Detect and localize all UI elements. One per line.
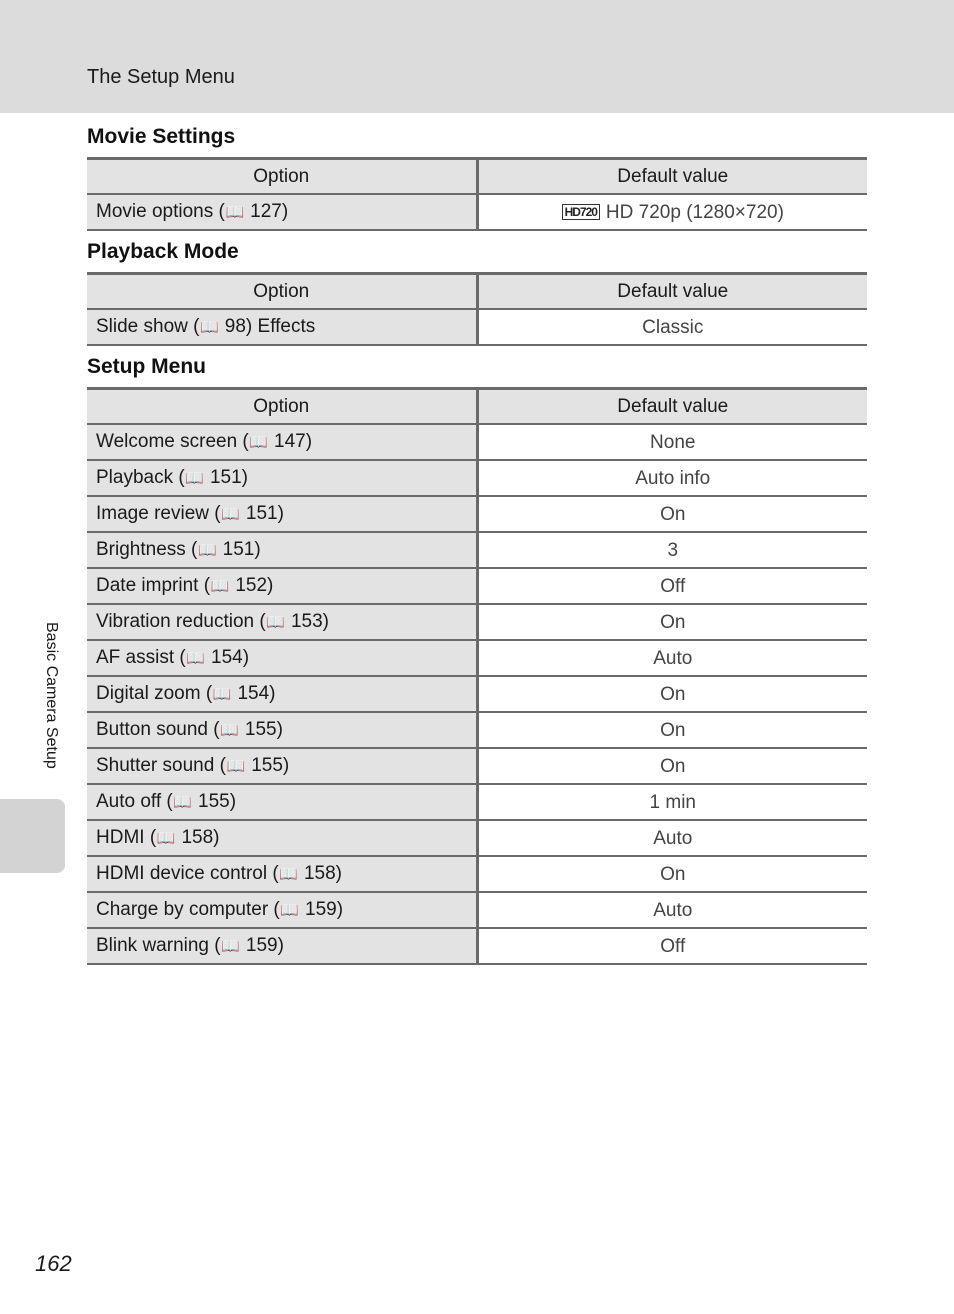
book-icon: 📖 — [212, 685, 232, 703]
default-value-cell: On — [477, 748, 867, 784]
table-row — [87, 496, 867, 532]
section-title-movie-settings: Movie Settings — [87, 125, 236, 148]
setup-menu-table — [87, 387, 867, 965]
option-cell — [87, 568, 477, 604]
option-cell — [87, 194, 477, 230]
page-reference: 151) — [245, 503, 284, 524]
page-reference: 154) — [211, 647, 250, 668]
table-row — [87, 604, 867, 640]
default-value-cell: Off — [477, 928, 867, 964]
side-tab-label: Basic Camera Setup — [43, 622, 60, 769]
book-icon: 📖 — [249, 433, 269, 451]
default-value-cell: 1 min — [477, 784, 867, 820]
page-reference: 151) — [209, 467, 249, 488]
option-cell — [87, 784, 477, 820]
option-cell — [87, 460, 477, 496]
movie-settings-table — [87, 157, 867, 231]
page-reference: 155) — [251, 755, 290, 776]
default-value-cell: Auto — [477, 892, 867, 928]
option-name: AF assist ( — [96, 647, 186, 668]
option-name: Digital zoom ( — [96, 683, 213, 704]
page-reference: 155) — [244, 719, 283, 740]
option-cell — [87, 820, 477, 856]
default-value-cell: On — [477, 676, 867, 712]
table-row — [87, 568, 867, 604]
page-reference: 98) Effects — [224, 316, 316, 337]
option-name: Playback ( — [96, 467, 185, 488]
option-cell — [87, 309, 477, 345]
option-name: Vibration reduction ( — [96, 611, 266, 632]
book-icon: 📖 — [185, 469, 205, 487]
page-reference: 127) — [250, 201, 289, 222]
option-cell — [87, 532, 477, 568]
book-icon: 📖 — [266, 613, 286, 631]
table-row — [87, 892, 867, 928]
default-value-cell: On — [477, 604, 867, 640]
book-icon: 📖 — [156, 829, 176, 847]
default-value-cell: Off — [477, 568, 867, 604]
default-value-cell — [477, 194, 867, 230]
page-reference: 153) — [290, 611, 330, 632]
option-cell — [87, 496, 477, 532]
option-name: Date imprint ( — [96, 575, 211, 596]
option-name: Welcome screen ( — [96, 431, 249, 452]
page-reference: 158) — [303, 863, 342, 884]
option-name: Image review ( — [96, 503, 221, 524]
book-icon: 📖 — [210, 577, 230, 595]
table-row — [87, 856, 867, 892]
table-row — [87, 460, 867, 496]
option-name: Charge by computer ( — [96, 899, 280, 920]
table-header-row — [87, 274, 867, 310]
page-reference: 151) — [222, 539, 261, 560]
header-band — [0, 0, 954, 113]
option-cell — [87, 856, 477, 892]
default-value-cell: 3 — [477, 532, 867, 568]
column-header-default-value: Default value — [477, 274, 867, 310]
book-icon: 📖 — [279, 865, 299, 883]
page-reference: 155) — [198, 791, 237, 812]
default-value-cell: None — [477, 424, 867, 460]
page-reference: 158) — [181, 827, 220, 848]
table-row — [87, 748, 867, 784]
table-row — [87, 640, 867, 676]
page-reference: 159) — [245, 935, 284, 956]
book-icon: 📖 — [200, 318, 219, 336]
page-reference: 159) — [305, 899, 344, 920]
column-header-option: Option — [87, 274, 477, 310]
default-value-cell: Auto info — [477, 460, 867, 496]
default-value-cell: Classic — [477, 309, 867, 345]
table-row — [87, 712, 867, 748]
page-number: 162 — [35, 1251, 72, 1276]
side-tab-marker — [0, 799, 65, 873]
table-header-row — [87, 159, 867, 195]
table-row — [87, 676, 867, 712]
section-title-playback-mode: Playback Mode — [87, 240, 239, 263]
page-reference: 154) — [237, 683, 276, 704]
option-name: Shutter sound ( — [96, 755, 226, 776]
table-row — [87, 784, 867, 820]
table-row — [87, 532, 867, 568]
book-icon: 📖 — [225, 203, 245, 221]
default-value-cell: Auto — [477, 640, 867, 676]
hd720-icon: HD720 — [562, 204, 600, 220]
option-cell — [87, 712, 477, 748]
page-header-title: The Setup Menu — [87, 66, 235, 88]
default-value-cell: Auto — [477, 820, 867, 856]
default-value: HD 720p (1280×720) — [605, 201, 784, 223]
section-title-setup-menu: Setup Menu — [87, 355, 206, 378]
table-row — [87, 309, 867, 345]
book-icon: 📖 — [226, 757, 246, 775]
page-reference: 147) — [274, 431, 313, 452]
option-cell — [87, 748, 477, 784]
column-header-option: Option — [87, 389, 477, 425]
table-header-row — [87, 389, 867, 425]
option-cell — [87, 676, 477, 712]
table-row — [87, 424, 867, 460]
default-value-cell: On — [477, 856, 867, 892]
table-row — [87, 820, 867, 856]
option-name: Blink warning ( — [96, 935, 221, 956]
book-icon: 📖 — [221, 505, 240, 523]
option-name: Slide show ( — [96, 316, 200, 337]
column-header-default-value: Default value — [477, 159, 867, 195]
option-cell — [87, 892, 477, 928]
book-icon: 📖 — [280, 901, 300, 919]
table-row — [87, 194, 867, 230]
book-icon: 📖 — [173, 793, 193, 811]
option-cell — [87, 424, 477, 460]
table-row — [87, 928, 867, 964]
option-name: HDMI ( — [96, 827, 157, 848]
column-header-default-value: Default value — [477, 389, 867, 425]
default-value-cell: On — [477, 712, 867, 748]
option-name: Auto off ( — [96, 791, 173, 812]
book-icon: 📖 — [186, 649, 206, 667]
book-icon: 📖 — [221, 937, 240, 955]
option-name: Button sound ( — [96, 719, 220, 740]
option-name: Brightness ( — [96, 539, 198, 560]
option-name: HDMI device control ( — [96, 863, 279, 884]
option-cell — [87, 928, 477, 964]
option-cell — [87, 640, 477, 676]
default-value-cell: On — [477, 496, 867, 532]
book-icon: 📖 — [220, 721, 239, 739]
page-reference: 152) — [235, 575, 274, 596]
book-icon: 📖 — [198, 541, 217, 559]
column-header-option: Option — [87, 159, 477, 195]
option-cell — [87, 604, 477, 640]
playback-mode-table — [87, 272, 867, 346]
option-name: Movie options ( — [96, 201, 225, 222]
